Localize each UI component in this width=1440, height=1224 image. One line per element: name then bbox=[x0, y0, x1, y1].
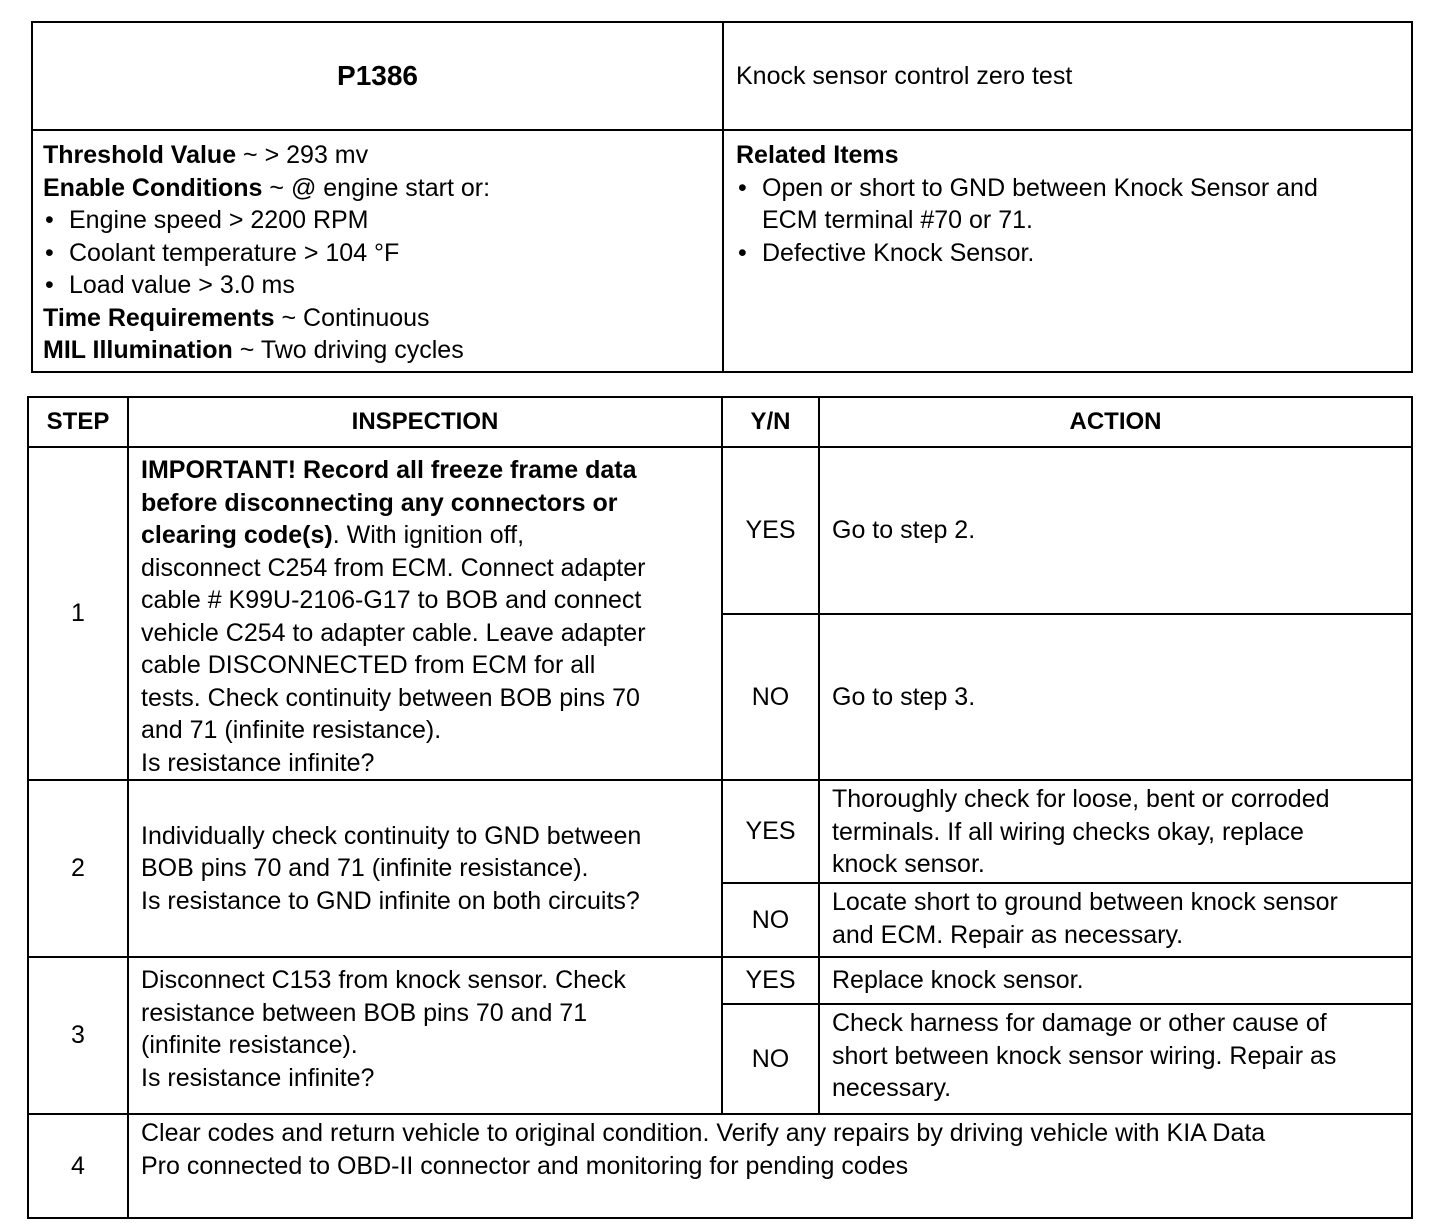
no-action: Check harness for damage or other cause of short between knock sensor wiring. Repair as necessary. bbox=[819, 1004, 1412, 1114]
header-step: STEP bbox=[28, 397, 128, 447]
enable-item: • Coolant temperature > 104 °F bbox=[43, 237, 712, 270]
related-items-title: Related Items bbox=[736, 141, 899, 169]
table-row bbox=[28, 780, 1412, 883]
step-number: 4 bbox=[28, 1114, 128, 1218]
threshold-line bbox=[43, 139, 712, 172]
no-label: NO bbox=[722, 883, 819, 957]
mil-value: ~ Two driving cycles bbox=[232, 336, 464, 364]
enable-item: • Engine speed > 2200 RPM bbox=[43, 204, 712, 237]
threshold-label: Threshold Value bbox=[43, 141, 237, 169]
bullet-icon: • bbox=[45, 238, 54, 267]
yes-action: Thoroughly check for loose, bent or corroded terminals. If all wiring checks okay, replace knock sensor. bbox=[819, 780, 1412, 883]
yes-label: YES bbox=[722, 957, 819, 1004]
dtc-summary-table bbox=[31, 21, 1413, 373]
time-line bbox=[43, 302, 712, 335]
step-inspection: IMPORTANT! Record all freeze frame data before disconnecting any connectors or clearing code(s). With ignition off, disconnect C254 from ECM. Connect adapter cable # K99U-2106-G17 to BOB and connect vehicle C254 to adapter cable. Leave adapter cable DISCONNECTED from ECM for all tests. Check continuity between BOB pins 70 and 71 (infinite resistance). Is resistance infinite? bbox=[128, 447, 722, 780]
bullet-icon: • bbox=[45, 206, 54, 234]
related-item: • Open or short to GND between Knock Sensor and bbox=[736, 172, 1401, 205]
related-items-cell bbox=[723, 130, 1412, 372]
step-number: 2 bbox=[28, 780, 128, 957]
yes-label: YES bbox=[722, 447, 819, 614]
step-number: 3 bbox=[28, 957, 128, 1114]
table-row bbox=[28, 447, 1412, 614]
mil-line bbox=[43, 334, 712, 367]
no-label: NO bbox=[722, 614, 819, 781]
dtc-code: P1386 bbox=[32, 22, 723, 130]
yes-action: Replace knock sensor. bbox=[819, 957, 1412, 1004]
conditions-cell bbox=[32, 130, 723, 372]
no-label: NO bbox=[722, 1004, 819, 1114]
enable-item: • Load value > 3.0 ms bbox=[43, 269, 712, 302]
header-yn: Y/N bbox=[722, 397, 819, 447]
table-header-row bbox=[28, 397, 1412, 447]
yes-label: YES bbox=[722, 780, 819, 883]
header-action: ACTION bbox=[819, 397, 1412, 447]
step-inspection: Disconnect C153 from knock sensor. Check resistance between BOB pins 70 and 71 (infinite resistance). Is resistance infinite? bbox=[128, 957, 722, 1114]
table-row bbox=[28, 1114, 1412, 1218]
step-final-instructions: Clear codes and return vehicle to original condition. Verify any repairs by driving vehicle with KIA Data Pro connected to OBD-II connector and monitoring for pending codes bbox=[128, 1114, 1412, 1218]
table-row bbox=[28, 957, 1412, 1004]
step-number: 1 bbox=[28, 447, 128, 780]
bullet-icon: • bbox=[45, 271, 54, 299]
time-value: ~ Continuous bbox=[274, 303, 430, 332]
yes-action: Go to step 2. bbox=[819, 447, 1412, 614]
bullet-icon: • bbox=[738, 238, 747, 267]
bullet-icon: • bbox=[738, 173, 747, 202]
dtc-description: Knock sensor control zero test bbox=[723, 22, 1412, 130]
related-item-continuation: ECM terminal #70 or 71. bbox=[762, 206, 1033, 234]
diagnostic-procedure-table bbox=[27, 396, 1413, 1219]
header-inspection: INSPECTION bbox=[128, 397, 722, 447]
no-action: Go to step 3. bbox=[819, 614, 1412, 781]
mil-label: MIL Illumination bbox=[43, 336, 233, 364]
threshold-value: ~ > 293 mv bbox=[236, 141, 369, 169]
no-action: Locate short to ground between knock sensor and ECM. Repair as necessary. bbox=[819, 883, 1412, 957]
time-label: Time Requirements bbox=[43, 303, 275, 332]
step-inspection: Individually check continuity to GND between BOB pins 70 and 71 (infinite resistance). Is resistance to GND infinite on both circuits? bbox=[128, 780, 722, 957]
enable-label: Enable Conditions bbox=[43, 173, 263, 202]
enable-value: ~ @ engine start or: bbox=[262, 173, 491, 202]
related-item: • Defective Knock Sensor. bbox=[736, 237, 1401, 270]
enable-line bbox=[43, 172, 712, 205]
